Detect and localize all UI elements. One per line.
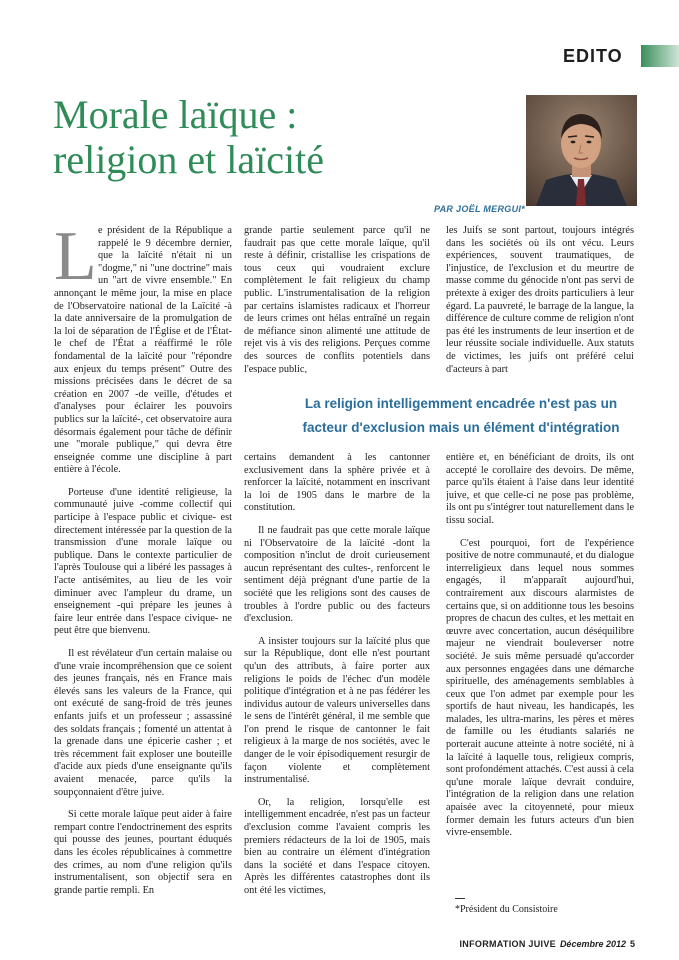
column-1 [54,225,232,915]
paragraph: certains demandent à les cantonner exclusivement dans la sphère privée et à renforcer la laïcité, notamment en inscrivant la loi de 1905 dans le marbre de la constitution. [244,452,430,514]
footnote-divider [455,898,465,899]
column-3-bottom [446,452,634,892]
paragraph: Porteuse d'une identité religieuse, la communauté juive -comme collectif qui participe à l'espace public et civique- est directement intéressée par la question de la transmission d'une morale laïque ou publique. Dans le contexte particulier de l'après Toulouse qui a libéré les passages à l'acte antisémites, au lieu de les voir diminuer avec l'ampleur du drame, un enseignement -qui prépare les jeunes à faire leur entrée dans l'espace civique- ne peut être que bienvenu. [54,486,232,637]
column-2-top [244,225,430,373]
pull-quote [288,392,634,440]
paragraph: les Juifs se sont partout, toujours intégrés dans les sociétés où ils ont vécu. Leurs expériences, souvent traumatiques, de l'injustice, de l'exclusion et du meurtre de masse comme du génocide n'ont pas servi de prétexte à exiger des droits particuliers à leur égard. La pauvreté, le barrage de la langue, la différence de culture comme de religion n'ont pas été les instruments de leur insertion et de leur réussite sociale individuelle. Aux statuts de victimes, les juifs ont préféré celui d'acteurs à part [446,225,634,373]
paragraph: Il est révélateur d'un certain malaise ou d'une vraie incompréhension que ce soient des jeunes français, nés en France mais élevés sans les valeurs de la France, qui ont exécuté de sang-froid de très jeunes enfants juifs et un professeur ; assassiné des soldats français ; fomenté un attentat à la grenade dans une épicerie casher ; et très récemment fait exploser une bouteille d'acide aux pieds d'une enseignante qu'ils avaient menacée, parce qu'ils la soupçonnaient d'être juive. [54,648,232,798]
section-title: EDITO [563,45,623,66]
footnote: *Président du Consistoire [455,904,558,915]
column-3-top [446,225,634,373]
portrait-image [526,95,637,206]
paragraph: A insister toujours sur la laïcité plus que sur la République, dont elle n'est pourtant qu'un des attributs, à faire porter aux religions le poids de l'échec d'un modèle politique d'intégration et à ne pas fédérer les individus autour de valeurs universelles dans le sens de l'intérêt général, il me semble que l'on prend le risque de cantonner le fait religieux à la marge de nos sociétés, avec le danger de le voir épisodiquement resurgir de façon violente et complètement instrumentalisé. [244,635,430,786]
page-footer [460,939,636,949]
issue-date: Décembre 2012 [559,939,626,949]
author-portrait [526,95,637,206]
section-accent-bar [641,45,679,67]
paragraph: Or, la religion, lorsqu'elle est intelligemment encadrée, n'est pas un facteur d'exclusion comme l'avaient compris les premiers rédacteurs de la loi de 1905, mais bien au contraire un élément d'intégration dans la société et dans l'espace citoyen. Après les différentes catastrophes dont ils ont été les victimes, [244,796,430,896]
title-line-2: religion et laïcité [53,137,324,182]
pull-quote-line-1: La religion intelligemment encadrée n'est pas un [304,396,618,411]
paragraph: e président de la République a rappelé le 9 décembre dernier, que la laïcité n'était ni un "dogme," ni "une doctrine" mais un "art de vivre ensemble." En annonçant le même jour, la mise en place de l'Observatoire national de la Laïcité -à la date anniversaire de la promulgation de la loi de séparation de l'Église et de l'État- le chef de l'État a réaffirmé le rôle fondamental de la laïcité pour "répondre aux enjeux du temps présent" Outre des missions précisées dans le décret de sa création en 2007 -de veille, d'études et d'analyses pour éclairer les pouvoirs publics sur la laïcité-, cet observatoire aura désormais également pour tâche de définir une "morale publique," qui devra être enseignée comme une discipline à part entière à l'école. [54,225,232,476]
publication-name: INFORMATION JUIVE [459,939,556,949]
paragraph: entière et, en bénéficiant de droits, ils ont accepté le corollaire des devoirs. De même, parce qu'ils étaient à l'aise dans leur identité juive, et que celle-ci ne pose pas problème, ils ont pu s'intégrer tout naturellement dans le tissu social. [446,452,634,526]
page-number: 5 [629,939,635,949]
section-label [553,44,679,68]
drop-cap: L [54,225,97,295]
paragraph: Il ne faudrait pas que cette morale laïque ni l'Observatoire de la laïcité -dont la composition n'inclut de droit curieusement aucun représentant des cultes-, renforcent le sentiment déjà prégnant d'une partie de la société que les religions sont des causes de troubles à l'ordre public ou des facteurs d'exclusion. [244,524,430,625]
paragraph: Si cette morale laïque peut aider à faire rempart contre l'endoctrinement des esprits qui pousse des jeunes, pourtant éduqués dans les écoles républicaines à commettre des crimes, au nom d'une religion qu'ils instrumentalisent, son objectif sera en grande partie rempli. En [54,809,232,896]
title-line-1: Morale laïque : [53,92,298,137]
pull-quote-line-2: facteur d'exclusion mais un élément d'intégration [302,420,620,435]
column-2-bottom [244,452,430,922]
article-title [53,92,473,182]
paragraph: C'est pourquoi, fort de l'expérience positive de notre communauté, et du dialogue interreligieux dans lequel nous sommes engagés, il m'apparaît aujourd'hui, contrairement aux discours alarmistes de certains que, si on additionne tous les besoins propres de chacun des cultes, et les mettait en œuvre avec concertation, aucun déséquilibre majeur ne viendrait bouleverser notre société. Je suis même persuadé qu'accorder aux personnes engagées dans une démarche spirituelle, des aménagements semblables à ceux que l'on admet par exemple pour les sportifs de haut niveau, les handicapés, les malades, les ultra-marins, les pères et mères de famille ou les étudiants salariés ne porterait aucune atteinte à notre société, ni à la laïcité à laquelle tous, religieux compris, sont profondément attachés. C'est aussi à cela qu'une morale laïque devrait conduire, l'intégration de la religion dans une relation apaisée avec la citoyenneté, pour mieux former demain les futurs acteurs d'un bien vivre-ensemble. [446,537,634,839]
paragraph: grande partie seulement parce qu'il ne faudrait pas que cette morale laïque, qu'il reste à définir, cristallise les crispations de tous ceux qui voudraient exclure complètement le fait religieux du champ public. L'instrumentalisation de la religion par certains islamistes radicaux et l'horreur de leurs crimes ont hélas entraîné un regain de méfiance sinon alimenté une attitude de rejet vis à vis des religions. Perçues comme des sources de conflits potentiels dans l'espace public, [244,225,430,373]
byline: PAR JOËL MERGUI* [434,204,525,214]
